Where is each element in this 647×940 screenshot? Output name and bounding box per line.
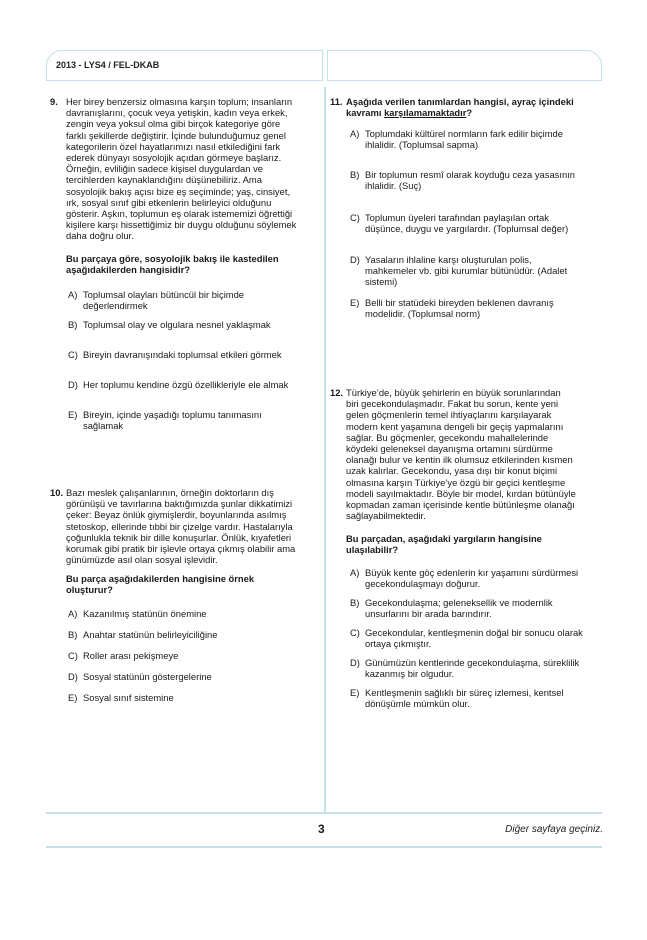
question-stem	[66, 253, 279, 275]
option-text: unsurlarını bir arada barındırır.	[365, 608, 492, 620]
passage-line: sosyolojik bakış açısı bize eş seçiminde; yaş, cinsiyet,	[66, 185, 291, 197]
option-letter: D)	[350, 657, 360, 668]
option-text: Anahtar statünün belirleyiciliğine	[83, 629, 218, 640]
passage-line: çoğunlukla teknik bir dille konuşurlar. Önlük, kıyafetleri	[66, 531, 292, 543]
passage-line: kişilere karşı hissettiğimiz bir duygu olduğunu söylemek	[66, 219, 297, 231]
passage-line: Her birey benzersiz olmasına karşın toplum; insanların	[66, 96, 293, 107]
option-text: Büyük kente göç edenlerin kır yaşamını sürdürmesi	[365, 567, 579, 578]
option-text: Bireyin, içinde yaşadığı toplumu tanımasını	[83, 409, 262, 420]
passage-line: Bazı meslek çalışanlarının, örneğin doktorların dış	[66, 487, 274, 498]
option-text: Yasaların ihlaline karşı oluşturulan polis,	[365, 254, 532, 265]
passage-line: daha doğru olur.	[66, 230, 134, 242]
question-passage	[66, 487, 322, 565]
question-number: 12.	[330, 387, 344, 398]
option-text: gecekondulaşmayı doğurur.	[365, 578, 481, 590]
option-text: Bir toplumun resmî olarak koyduğu ceza yasasının	[365, 169, 575, 180]
stem-line: ulaşılabilir?	[346, 544, 399, 556]
passage-line: tercihlerden kaynaklandığını düşünebiliriz. Ama	[66, 174, 262, 186]
stem-line: oluşturur?	[66, 584, 113, 596]
option-text: Günümüzün kentlerinde gecekondulaşma, süreklilik	[365, 657, 580, 668]
option-text: Kazanılmış statünün önemine	[83, 608, 207, 619]
option-letter: D)	[350, 254, 360, 265]
passage-line: görünüşü ve tavırlarına baktığımızda şunlar dikkatimizi	[66, 498, 293, 510]
option-text: ihlalidir. (Suç)	[365, 180, 422, 192]
passage-line: farklı şekillerde değiştirir. İçinde bulunduğumuz genel	[66, 129, 286, 141]
option-letter: C)	[68, 349, 78, 360]
passage-line: kopmadan zaman içerisinde kentle bütünleşme olanağı	[346, 499, 575, 511]
passage-line: Türkiye’de, büyük şehirlerin en büyük sorunlarından	[346, 387, 561, 398]
option-letter: A)	[68, 608, 78, 619]
passage-line: modern kent yaşamına dengeli bir geçiş yapmalarını	[346, 420, 564, 432]
passage-line: modeli sayılmaktadır. Böyle bir model, kırdan bütünüyle	[346, 487, 576, 499]
option-text: Belli bir statüdeki bireyden beklenen davranış	[365, 297, 554, 308]
option-text: dönüşümle mümkün olur.	[365, 698, 470, 710]
option-letter: D)	[68, 671, 78, 682]
option-text: sistemi)	[365, 276, 398, 288]
stem-line	[346, 107, 608, 118]
passage-line: Örneğin, evliliğin sadece kişisel duygulardan ve	[66, 163, 263, 175]
footer-top-rule	[46, 812, 602, 814]
option-letter: D)	[68, 379, 78, 390]
exam-title: 2013 - LYS4 / FEL-DKAB	[56, 60, 160, 70]
passage-line: sağlar. Bu göçmenler, gecekondu mahallelerinde	[346, 431, 549, 443]
stem-line: aşağıdakilerden hangisidir?	[66, 264, 190, 276]
question-passage	[346, 387, 608, 521]
next-page-note: Diğer sayfaya geçiniz.	[505, 824, 603, 835]
option-text: modelidir. (Toplumsal norm)	[365, 308, 481, 320]
passage-line: çeker: Beyaz önlük giymişlerdir, boyunlarında asılmış	[66, 509, 287, 521]
option-text: Gecekondular, kentleşmenin doğal bir sonucu olarak	[365, 627, 583, 638]
header-right-box	[327, 50, 602, 81]
passage-line: gösterir. Aşkın, toplumun eş olarak istememizi öğrettiği	[66, 208, 293, 220]
option-text: Toplumsal olay ve olgulara nesnel yaklaşmak	[83, 319, 271, 330]
option-text: Toplumsal olayları bütüncül bir biçimde	[83, 289, 245, 300]
option-letter: B)	[350, 597, 360, 608]
option-text: sağlamak	[83, 420, 124, 432]
option-letter: E)	[350, 297, 360, 308]
option-letter: C)	[350, 627, 360, 638]
stem-underlined-keyword: karşılamamaktadır	[384, 107, 467, 119]
option-text: Sosyal sınıf sistemine	[83, 692, 174, 703]
passage-line: gelen göçmenlerin temel ihtiyaçlarını karşılayarak	[346, 409, 552, 421]
option-text: Toplumdaki kültürel normların fark edilir biçimde	[365, 128, 563, 139]
passage-line: sağlayabilmektedir.	[346, 510, 426, 522]
option-text: Gecekondulaşma; geleneksellik ve modernlik	[365, 597, 553, 608]
passage-line: kategorilerin özel hayatlarımızı nasıl etkilediğini fark	[66, 140, 281, 152]
option-letter: E)	[68, 409, 78, 420]
stem-line: Bu parçadan, aşağıdaki yargıların hangisine	[346, 533, 542, 544]
option-text: değerlendirmek	[83, 300, 148, 312]
question-stem	[346, 96, 608, 118]
option-letter: C)	[68, 650, 78, 661]
question-number: 11.	[330, 96, 343, 107]
option-text: Sosyal statünün göstergelerine	[83, 671, 212, 682]
passage-line: olanağı bulur ve kentin ilk olumsuz etkilerinden kısmen	[346, 454, 573, 466]
passage-line: korumak gibi pratik bir işlevle ortaya çıkmış olabilir ama	[66, 543, 296, 555]
question-number: 10.	[50, 487, 64, 498]
footer-bottom-rule	[46, 846, 602, 848]
stem-line: Bu parçaya göre, sosyolojik bakış ile kastedilen	[66, 253, 279, 264]
option-letter: B)	[68, 319, 78, 330]
page-number: 3	[318, 822, 325, 836]
option-text: ortaya çıkmıştır.	[365, 638, 432, 650]
passage-line: biri gecekondulaşmadır. Fakat bu sorun, kente yeni	[346, 398, 559, 410]
passage-line: uzak kalırlar. Gecekondu, yasa dışı bir konut biçimi	[346, 465, 558, 477]
option-letter: B)	[350, 169, 360, 180]
option-letter: E)	[350, 687, 360, 698]
stem-line: Aşağıda verilen tanımlardan hangisi, ayraç içindeki	[346, 96, 574, 107]
option-text: kazanmış bir olgudur.	[365, 668, 455, 680]
passage-line: ırk, sosyal sınıf gibi etkenlerin belirleyici olduğunu	[66, 196, 272, 208]
option-letter: A)	[350, 128, 360, 139]
passage-line: stetoskop, ellerinde tıbbi bir çizelge vardır. Hastalarıyla	[66, 520, 293, 532]
passage-line: köydeki geleneksel dayanışma ortamını sürdürme	[346, 443, 553, 455]
stem-text: kavramı	[346, 107, 385, 119]
option-text: mahkemeler vb. gibi kurumlar bütünüdür. (Adalet	[365, 265, 568, 277]
question-stem	[346, 533, 542, 555]
option-letter: A)	[350, 567, 360, 578]
question-passage	[66, 96, 322, 242]
stem-line: Bu parça aşağıdakilerden hangisine örnek	[66, 573, 255, 584]
option-text: Bireyin davranışındaki toplumsal etkileri görmek	[83, 349, 282, 360]
header-exam-title-box	[46, 50, 323, 81]
option-text: Kentleşmenin sağlıklı bir süreç izlemesi, kentsel	[365, 687, 564, 698]
option-text: Toplumun üyeleri tarafından paylaşılan ortak	[365, 212, 549, 223]
option-text: ihlalidir. (Toplumsal sapma)	[365, 139, 479, 151]
stem-text: ?	[466, 107, 473, 119]
passage-line: günümüzde asıl olan sosyal işlevidir.	[66, 554, 218, 566]
question-number: 9.	[50, 96, 58, 107]
option-text: Roller arası pekişmeye	[83, 650, 179, 661]
passage-line: davranışlarını, çocuk veya yetişkin, kadın veya erkek,	[66, 107, 288, 119]
column-divider	[324, 87, 326, 812]
option-letter: B)	[68, 629, 78, 640]
option-letter: A)	[68, 289, 78, 300]
passage-line: zengin veya yoksul olma gibi birçok kategoriye göre	[66, 118, 281, 130]
passage-line: ederek dünyayı sosyolojik açıdan görmeye başlarız.	[66, 152, 282, 164]
question-stem	[66, 573, 254, 595]
passage-line: olmasına karşın Türkiye’ye özgü bir geçici kentleşme	[346, 476, 566, 488]
option-text: Her toplumu kendine özgü özellikleriyle ele almak	[83, 379, 289, 390]
option-text: düşünce, duygu ve yargılardır. (Toplumsal değer)	[365, 223, 569, 235]
option-letter: C)	[350, 212, 360, 223]
option-letter: E)	[68, 692, 78, 703]
